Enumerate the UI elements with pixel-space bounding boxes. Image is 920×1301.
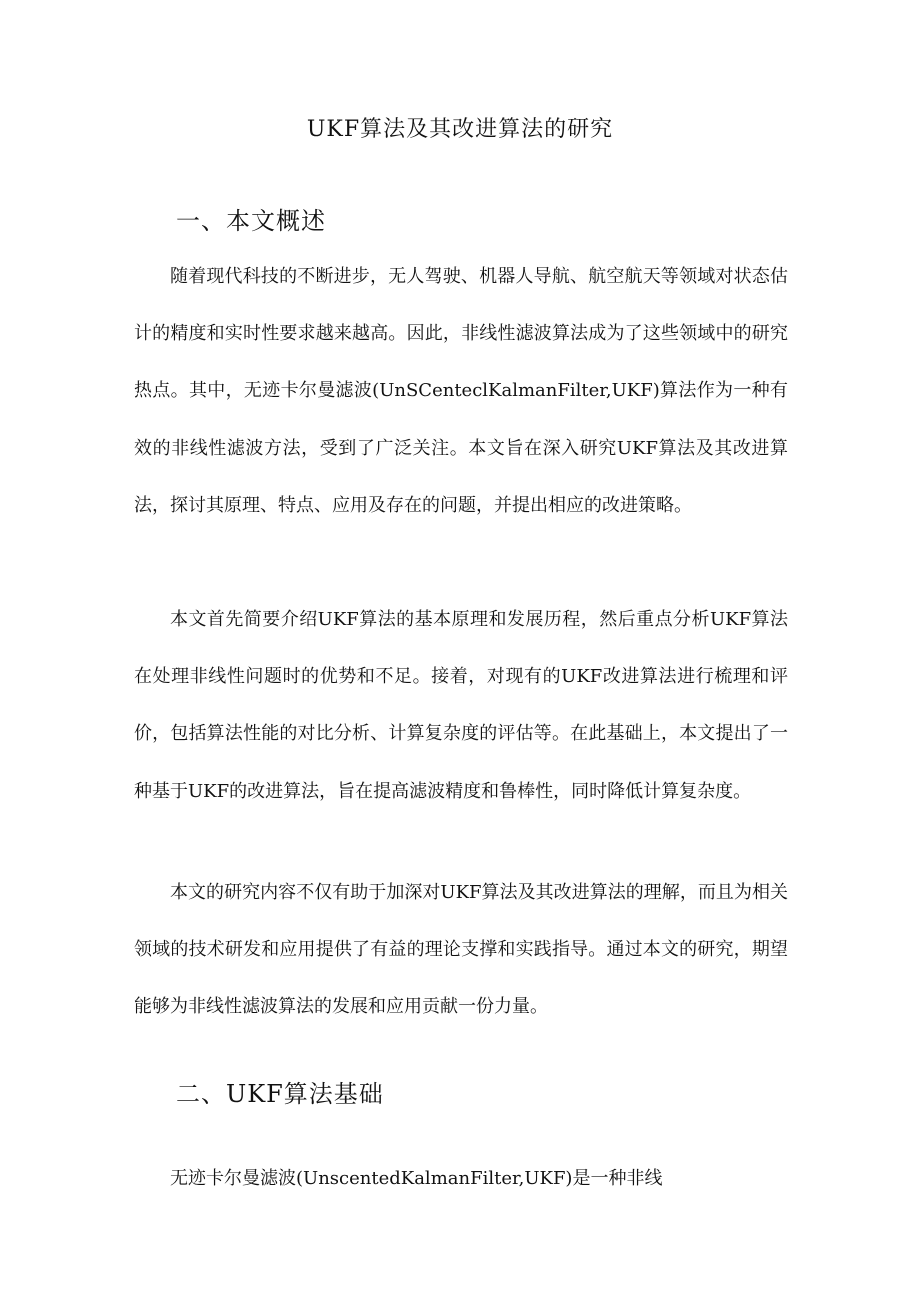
paragraph: 本文的研究内容不仅有助于加深对UKF算法及其改进算法的理解，而且为相关领域的技术研发和应用提供了有益的理论支撑和实践指导。通过本文的研究，期望能够为非线性滤波算法的发展和应用贡献一份力量。 (134, 882, 788, 1018)
section-heading-overview: 一、本文概述 (176, 207, 326, 235)
paragraph: 本文首先简要介绍UKF算法的基本原理和发展历程，然后重点分析UKF算法在处理非线性问题时的优势和不足。接着，对现有的UKF改进算法进行梳理和评价，包括算法性能的对比分析、计算复杂度的评估等。在此基础上，本文提出了一种基于UKF的改进算法，旨在提高滤波精度和鲁棒性，同时降低计算复杂度。 (134, 609, 788, 802)
section-heading-ukf-basics: 二、UKF算法基础 (176, 1080, 384, 1108)
paragraph: 无迹卡尔曼滤波(UnscentedKalmanFilter,UKF)是一种非线 (170, 1168, 663, 1189)
paragraph: 随着现代科技的不断进步，无人驾驶、机器人导航、航空航天等领域对状态估计的精度和实时性要求越来越高。因此，非线性滤波算法成为了这些领域中的研究热点。其中，无迹卡尔曼滤波(UnSCenteclKalmanFilter,UKF)算法作为一种有效的非线性滤波方法，受到了广泛关注。本文旨在深入研究UKF算法及其改进算法，探讨其原理、特点、应用及存在的问题，并提出相应的改进策略。 (134, 266, 788, 516)
document-title: UKF算法及其改进算法的研究 (306, 117, 614, 142)
